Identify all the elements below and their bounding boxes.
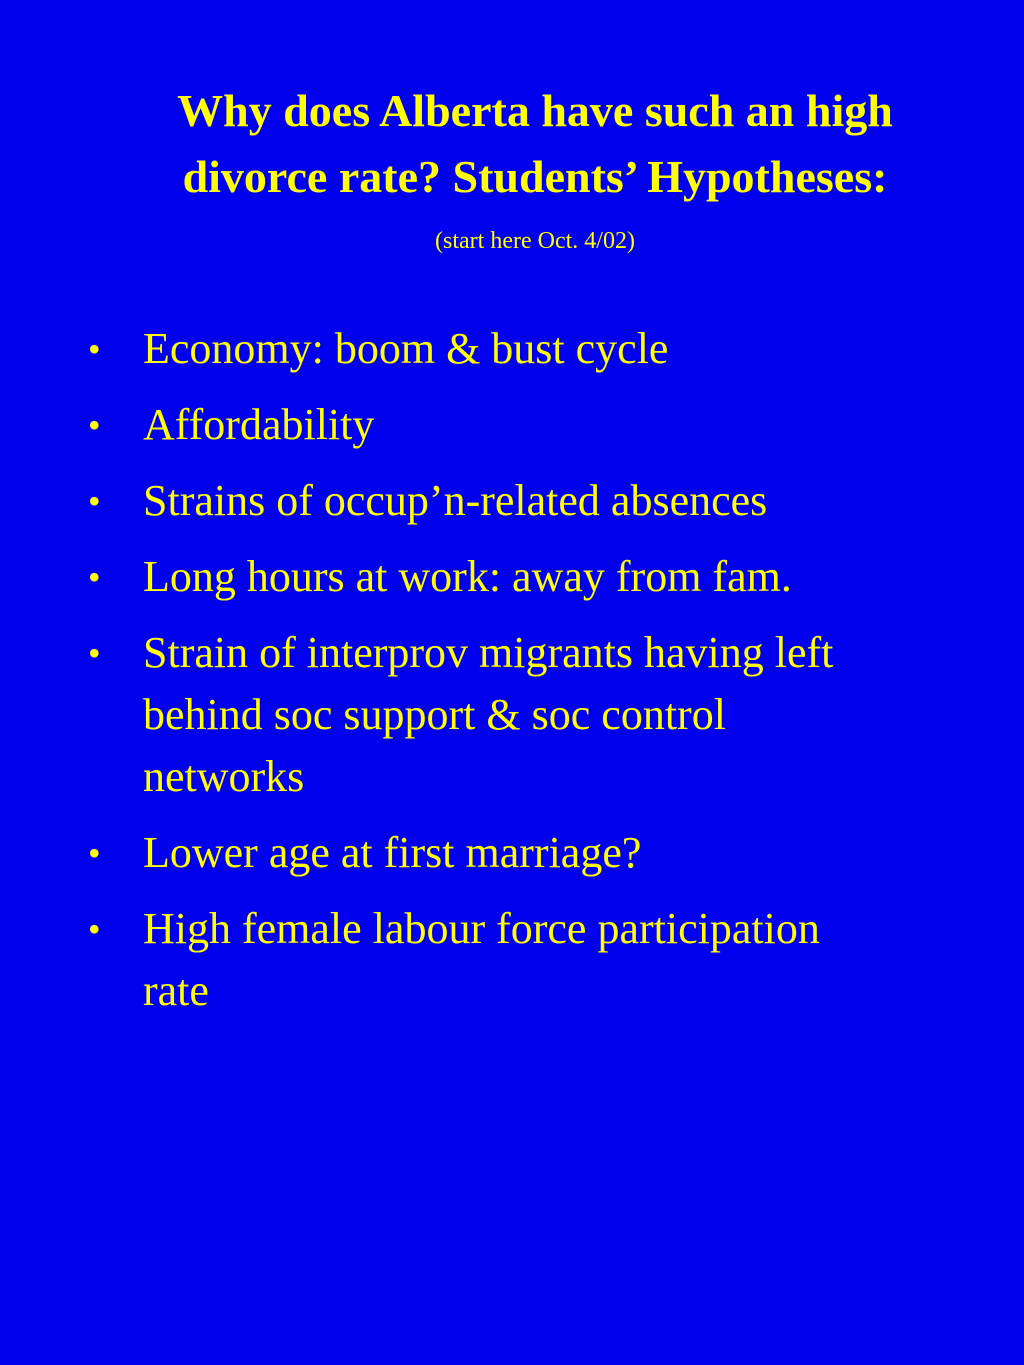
bullet-text: Affordability (143, 400, 375, 449)
bullet-item (86, 898, 986, 1022)
bullet-item (86, 318, 986, 380)
bullet-point-icon: • (88, 405, 101, 445)
bullet-point-icon: • (88, 481, 101, 521)
bullet-text: Long hours at work: away from fam. (143, 552, 792, 601)
bullet-item (86, 822, 986, 884)
bullet-point-icon: • (88, 557, 101, 597)
bullet-text-line: behind soc support & soc control (143, 690, 726, 739)
bullet-item (86, 394, 986, 456)
bullet-point-icon: • (88, 329, 101, 369)
bullet-item (86, 470, 986, 532)
bullet-text: Economy: boom & bust cycle (143, 324, 669, 373)
bullet-point-icon: • (88, 633, 101, 673)
bullet-text-line: High female labour force participation (143, 904, 820, 953)
bullet-point-icon: • (88, 909, 101, 949)
bullet-text: Strains of occup’n-related absences (143, 476, 768, 525)
bullet-text: Lower age at first marriage? (143, 828, 642, 877)
bullet-point-icon: • (88, 833, 101, 873)
bullet-item (86, 546, 986, 608)
bullet-text-line: Strain of interprov migrants having left (143, 628, 834, 677)
slide-subtitle: (start here Oct. 4/02) (435, 228, 635, 254)
bullet-text-line: rate (143, 966, 209, 1015)
slide-title-line-2: divorce rate? Students’ Hypotheses: (182, 151, 888, 202)
bullet-text-line: networks (143, 752, 305, 801)
slide-title-line-1: Why does Alberta have such an high (177, 85, 893, 136)
title-block (80, 78, 990, 256)
bullet-list (86, 318, 986, 1036)
bullet-item (86, 622, 986, 808)
